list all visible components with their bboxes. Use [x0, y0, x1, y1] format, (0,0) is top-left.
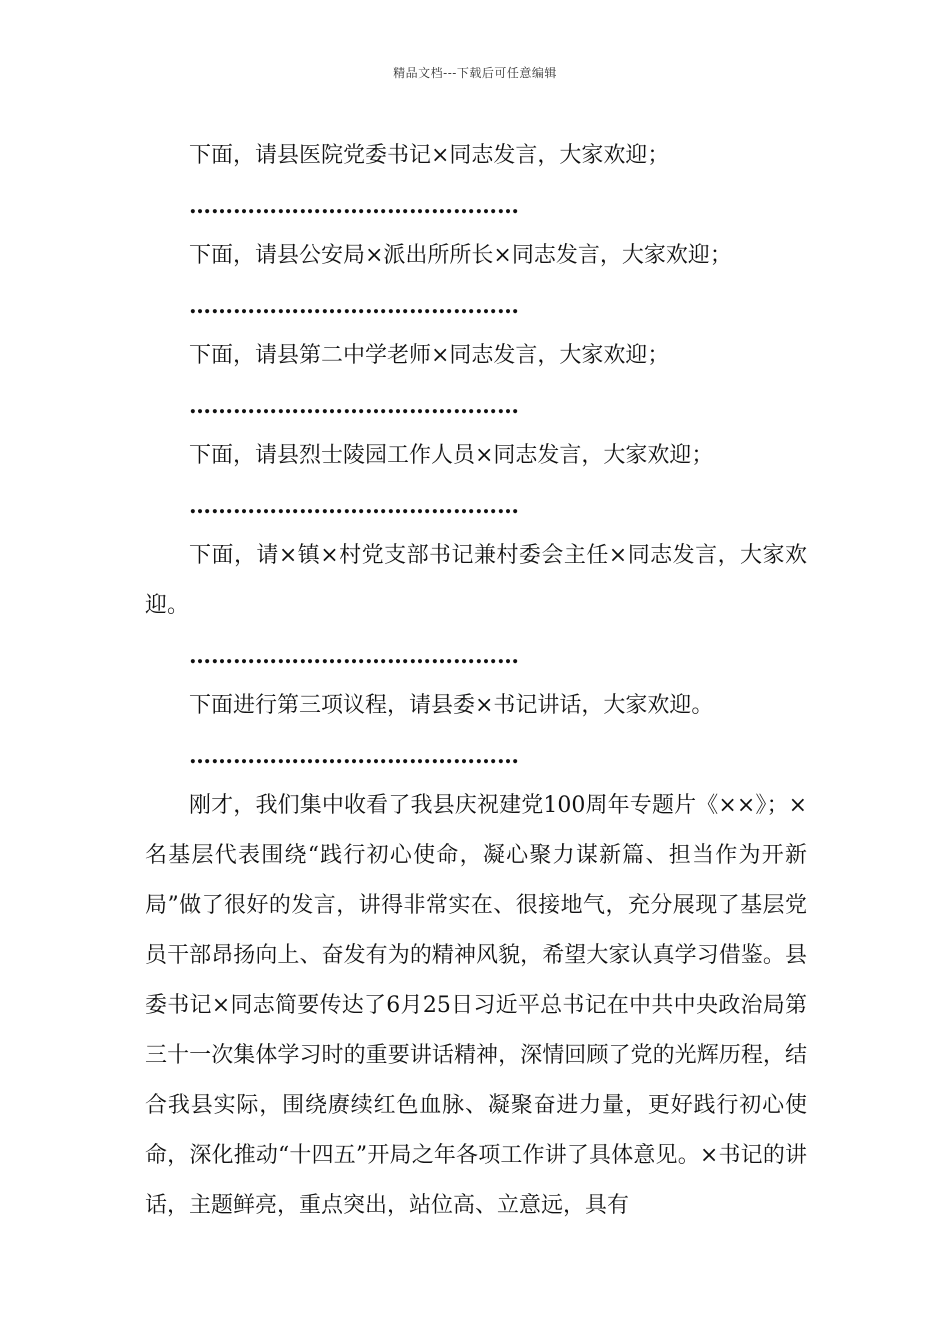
- ellipsis-separator: ………………………………………: [189, 193, 519, 219]
- ellipsis-separator: ………………………………………: [189, 493, 519, 519]
- paragraph-police-speaker: 下面，请县公安局×派出所所长×同志发言，大家欢迎；: [189, 243, 732, 268]
- paragraph-hospital-speaker: 下面，请县医院党委书记×同志发言，大家欢迎；: [189, 143, 670, 168]
- paragraph-cemetery-speaker: 下面，请县烈士陵园工作人员×同志发言，大家欢迎；: [189, 443, 714, 468]
- ellipsis-separator: ………………………………………: [189, 643, 519, 669]
- paragraph-village-speaker: 下面，请×镇×村党支部书记兼村委会主任×同志发言，大家欢迎。: [145, 543, 807, 618]
- ellipsis-separator: ………………………………………: [189, 293, 519, 319]
- paragraph-third-agenda: 下面进行第三项议程，请县委×书记讲话，大家欢迎。: [189, 693, 714, 718]
- ellipsis-separator: ………………………………………: [189, 393, 519, 419]
- page-header: 精品文档---下载后可任意编辑: [393, 66, 557, 80]
- ellipsis-separator: ………………………………………: [189, 743, 519, 769]
- paragraph-school-speaker: 下面，请县第二中学老师×同志发言，大家欢迎；: [189, 343, 670, 368]
- paragraph-summary: 刚才，我们集中收看了我县庆祝建党100周年专题片《××》；×名基层代表围绕“践行初心使命，凝心聚力谋新篇、担当作为开新局”做了很好的发言，讲得非常实在、很接地气，充分展现了基层党员干部昂扬向上、奋发有为的精神风貌，希望大家认真学习借鉴。县委书记×同志简要传达了6月25日习近平总书记在中共中央政治局第三十一次集体学习时的重要讲话精神，深情回顾了党的光辉历程，结合我县实际，围绕赓续红色血脉、凝聚奋进力量，更好践行初心使命，深化推动“十四五”开局之年各项工作讲了具体意见。×书记的讲话，主题鲜亮，重点突出，站位高、立意远，具有: [145, 793, 807, 1218]
- document-body: [145, 131, 807, 1231]
